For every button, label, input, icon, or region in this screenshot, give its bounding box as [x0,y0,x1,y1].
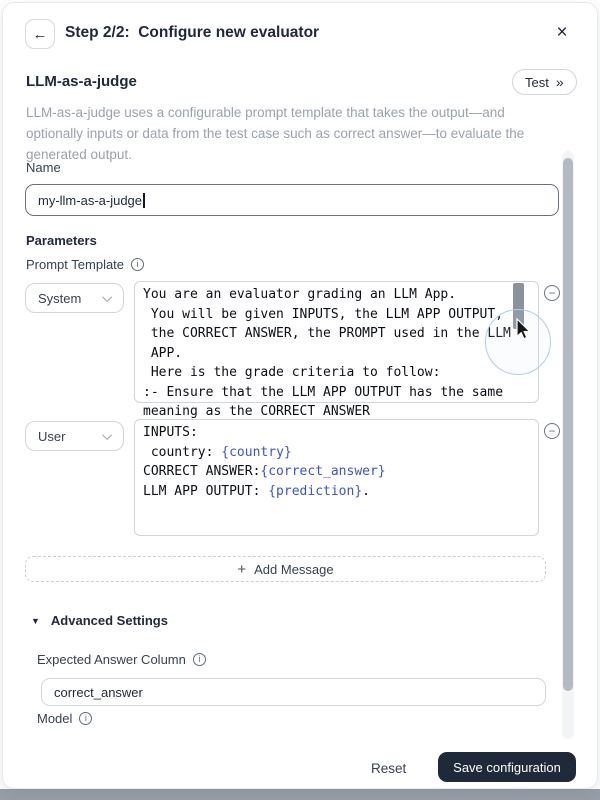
advanced-settings-label: Advanced Settings [50,613,168,628]
role-select-system-value: System [38,290,82,306]
text-caret [143,193,145,208]
system-prompt-textarea[interactable] [134,281,539,419]
code-line: :- Ensure that the LLM APP OUTPUT has the same [143,384,504,400]
test-button[interactable] [512,69,577,95]
parameters-heading: Parameters [26,233,97,248]
prompt-template-label: Prompt Template [26,257,125,272]
expected-answer-input[interactable] [41,678,546,706]
name-label: Name [26,160,61,175]
name-input-value: my-llm-as-a-judge [38,192,143,208]
role-select-user-value: User [38,428,66,444]
minus-icon: − [548,286,556,300]
remove-user-message-button[interactable] [544,423,560,439]
model-label: Model [37,711,73,726]
advanced-settings-toggle[interactable] [31,613,168,628]
back-arrow-icon: ← [32,25,48,43]
role-select-user[interactable] [25,421,124,451]
info-icon[interactable]: i [131,258,144,271]
info-icon[interactable]: i [79,712,92,725]
expected-answer-label-row [37,652,206,667]
test-button-label: Test [525,74,549,90]
prompt-template-label-row [26,257,144,272]
chevron-down-icon [102,292,112,302]
remove-system-message-button[interactable] [544,285,560,301]
code-line: meaning as the CORRECT ANSWER [143,404,370,419]
reset-button[interactable]: Reset [365,756,412,780]
triangle-down-icon: ▼ [31,615,40,626]
name-input[interactable] [25,184,559,216]
save-configuration-button[interactable]: Save configuration [438,752,576,782]
evaluator-title: LLM-as-a-judge [26,73,137,90]
minus-icon: − [548,424,556,438]
evaluator-description: LLM-as-a-judge uses a configurable prompt template that takes the output—and optionally inputs or data from the test case such as correct answer—to evaluate the generated output. [26,105,525,162]
textarea-scrollbar-thumb[interactable] [513,283,524,329]
code-line: You are an evaluator grading an LLM App. [143,287,457,302]
chevron-down-icon [102,430,112,440]
close-button[interactable] [549,20,575,46]
close-icon: × [556,22,568,43]
user-prompt-textarea[interactable] [134,419,539,536]
add-message-label: Add Message [254,561,334,577]
plus-icon: + [237,560,247,578]
expected-answer-column-label: Expected Answer Column [37,652,186,667]
model-label-row [37,711,92,726]
code-line: APP. [143,345,183,361]
code-line: Here is the grade criteria to follow: [143,365,441,380]
configure-evaluator-modal [2,2,598,789]
info-icon[interactable]: i [193,653,206,666]
back-button[interactable] [25,19,55,49]
double-chevron-right-icon: » [555,74,564,90]
modal-title: Step 2/2: Configure new evaluator [65,24,320,41]
modal-scrollbar-thumb[interactable] [563,158,573,691]
expected-answer-input-value: correct_answer [54,684,143,700]
role-select-system[interactable] [25,283,124,313]
code-line: CORRECT ANSWER:{correct_answer} [143,464,386,479]
add-message-button[interactable] [25,556,546,582]
page-background-strip [0,789,600,800]
code-line: INPUTS: [143,425,198,440]
code-line: You will be given INPUTS, the LLM APP OUTPUT, [143,306,504,322]
code-line: country: {country} [143,444,292,460]
code-line: the CORRECT ANSWER, the PROMPT used in the LLM [143,326,511,341]
code-line: LLM APP OUTPUT: {prediction}. [143,483,370,499]
